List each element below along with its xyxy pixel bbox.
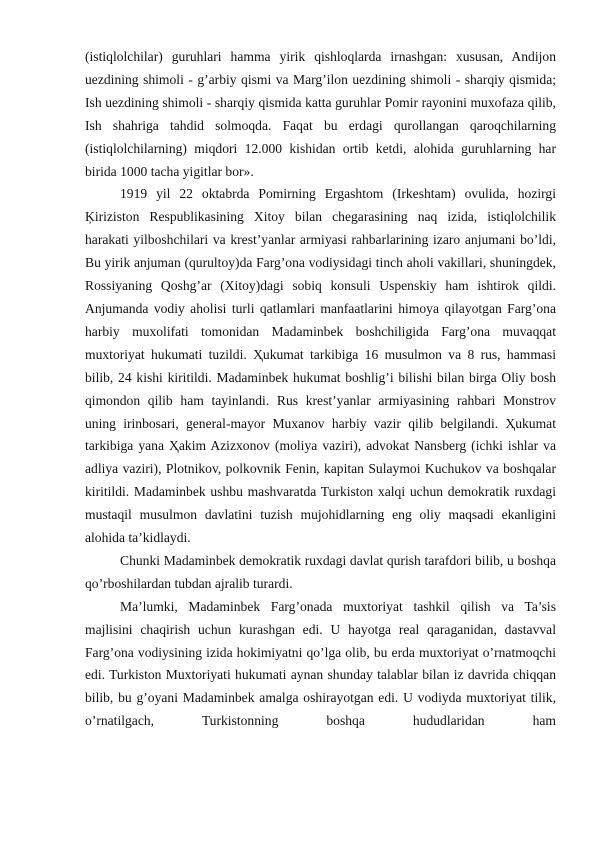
paragraph-1: (istiqlolchilar) guruhlari hamma yirik qishloqlarda irnashgan: xususan, Andijon uezdining shimoli - g’arbiy qismi va Marg’ilon uezdining shimoli - sharqiy qismida; Ish uezdining shimoli - sharqiy qismida katta guruhlar Pomir rayonini muxofaza qilib, Ish shahriga tahdid solmoqda. Faqat bu erdagi qurollangan qaroqchilarning (istiqlolchilarning) miqdori 12.000 kishidan ortib ketdi, alohida guruhlarning har birida 1000 tacha yigitlar bor». bbox=[85, 49, 556, 179]
document-page bbox=[85, 46, 556, 733]
paragraph-3: Chunki Madaminbek demokratik ruxdagi davlat qurish tarafdori bilib, u boshqa qo’rboshilardan tubdan ajralib turardi. bbox=[85, 552, 556, 591]
paragraph-4: Ma’lumki, Madaminbek Farg’onada muxtoriyat tashkil qilish va Ta’sis majlisini chaqirish uchun kurashgan edi. U hayotga real qaraganidan, dastavval Farg’ona vodiysining izida hokimiyatni qo’lga olib, bu erda muxtoriyat o’rnatmoqchi edi. Turkiston Muxtoriyati hukumati aynan shunday talablar bilan iz davrida chiqqan bilib, bu g’oyani Madaminbek amalga oshirayotgan edi. U vodiyda muxtoriyat tilik, o’rnatilgach, Turkistonning boshqa hududlaridan ham bbox=[85, 598, 556, 729]
paragraph-2: 1919 yil 22 oktabrda Pomirning Ergashtom (Irkeshtam) ovulida, hozirgi Ķiriziston Respublikasining Xitoy bilan chegarasining naq izida, istiqlolchilik harakati yilboshchilari va krest’yanlar armiyasi rahbarlarining izaro anjumani bo’ldi, Bu yirik anjuman (qurultoy)da Farg’ona vodiysidagi tinch aholi vakillari, shuningdek, Rossiyaning Qoshg’ar (Xitoy)dagi sobiq konsuli Uspenskiy ham ishtirok qildi. Anjumanda vodiy aholisi turli qatlamlari manfaatlarini himoya qilayotgan Farg’ona harbiy muxolifati tomonidan Madaminbek boshchiligida Farg’ona muvaqqat muxtoriyat hukumati tuzildi. Ҳukumat tarkibiga 16 musulmon va 8 rus, hammasi bilib, 24 kishi kiritildi. Madaminbek hukumat boshlig’i bilishi bilan birga Oliy bosh qimondon qilib ham tayinlandi. Rus krest’yanlar armiyasining rahbari Monstrov uning irinbosari, general-mayor Muxanov harbiy vazir qilib belgilandi. Ҳukumat tarkibiga yana Ҳakim Azizxonov (moliya vaziri), advokat Nansberg (ichki ishlar va adliya vaziri), Plotnikov, polkovnik Fenin, kapitan Sulaymoi Kuchukov va boshqalar kiritildi. Madaminbek ushbu mashvaratda Turkiston xalqi uchun demokratik ruxdagi mustaqil musulmon davlatini tuzish mujohidlarning eng oliy maqsadi ekanligini alohida ta’kidlaydi. bbox=[85, 186, 556, 546]
